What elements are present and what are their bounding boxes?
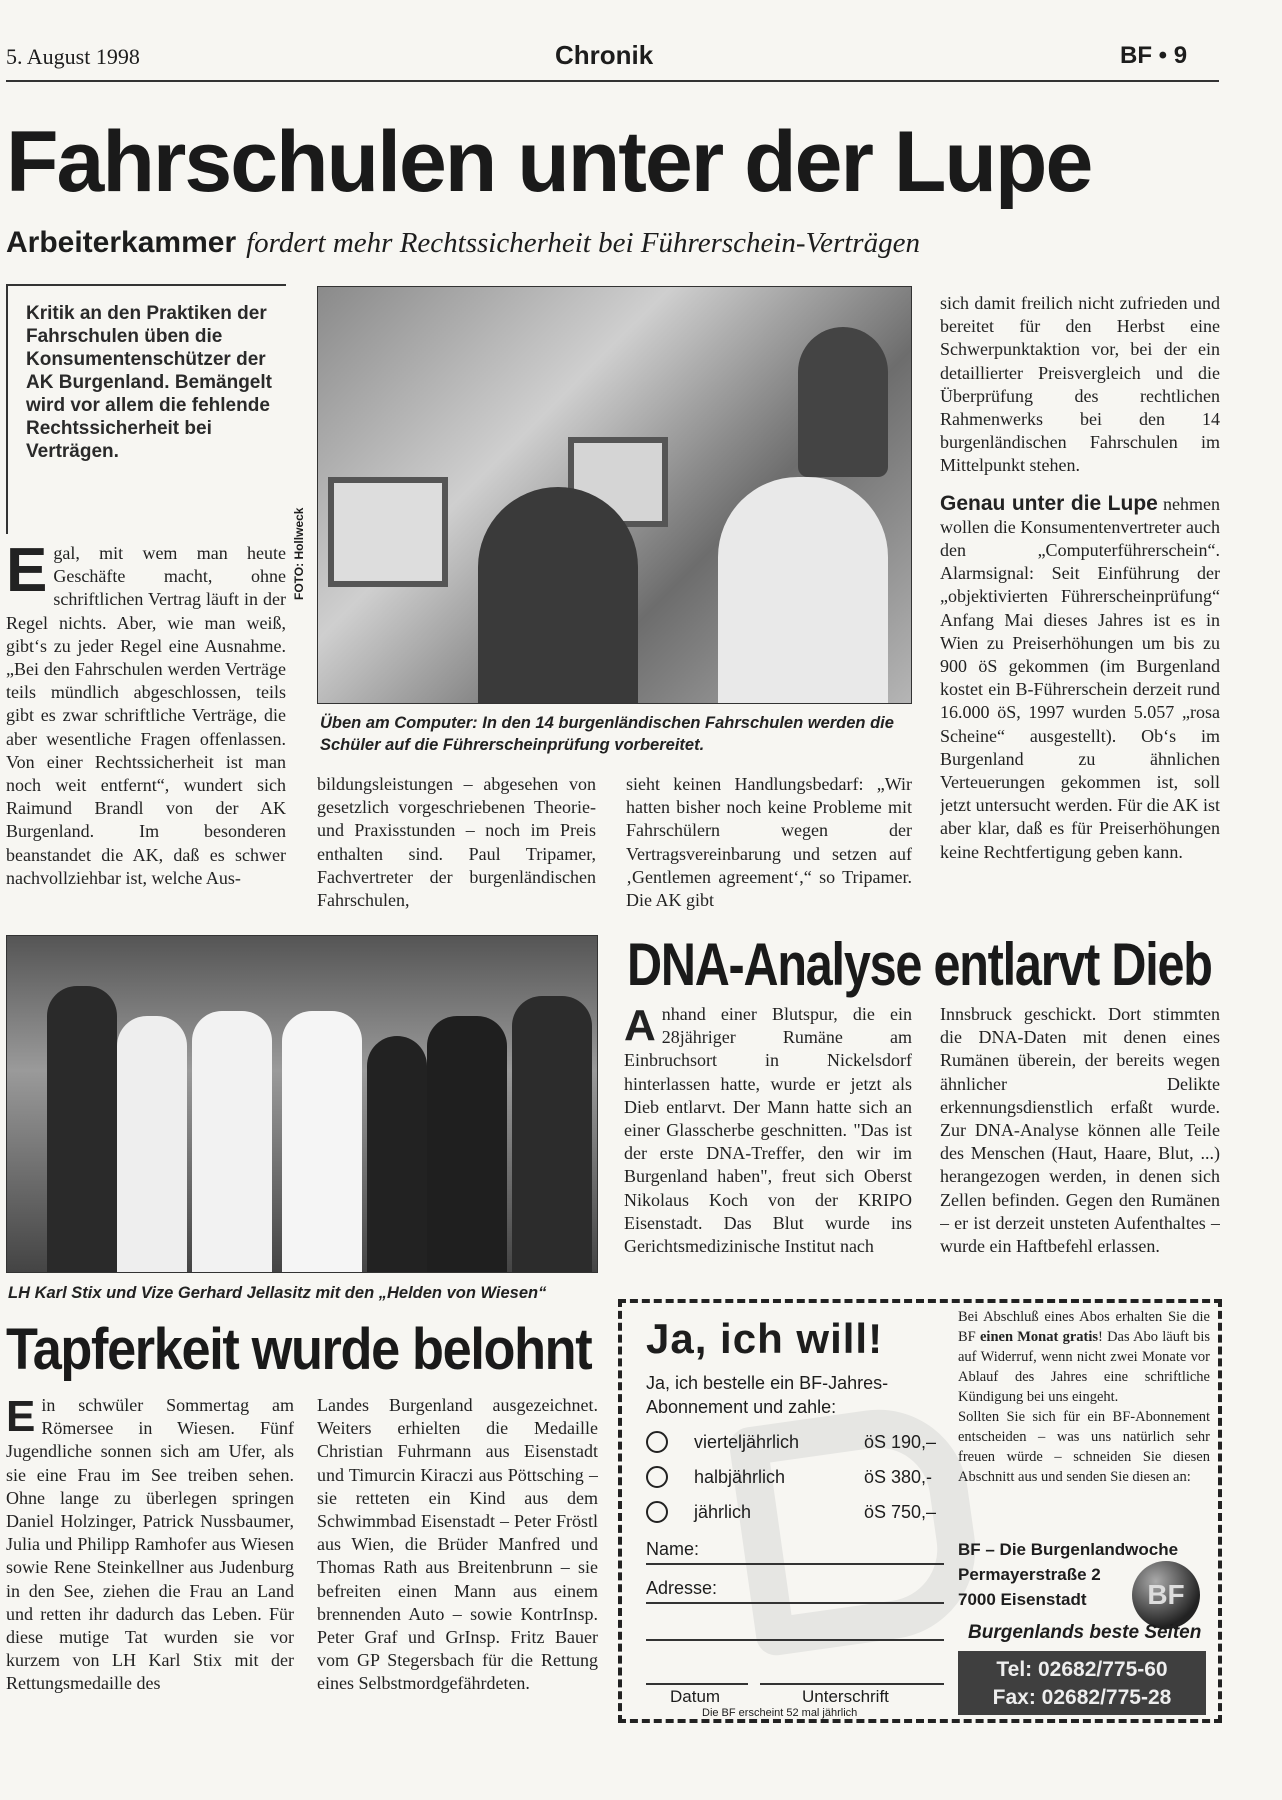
person-shape	[192, 1011, 272, 1273]
monitor-shape	[328, 477, 448, 587]
photo-caption: Üben am Computer: In den 14 burgenländischen Fahrschulen werden die Schüler auf die Führerscheinprüfung vorbereitet.	[320, 714, 894, 754]
body-text: sich damit freilich nicht zufrieden und bereitet für den Herbst eine Schwerpunktaktion vor, bei der ein detaillierter Preisvergleich und die Überprüfung des rechtlichen Rahmenwerks bei den 14 burgenländischen Fahrschulen im Mittelpunkt stehen.	[940, 293, 1220, 476]
article-column	[624, 1003, 912, 1278]
person-shape	[512, 996, 592, 1273]
coupon-info	[958, 1307, 1210, 1487]
body-text: nhand einer Blutspur, die ein 28jähriger Rumäne am Einbruchsort in Nickelsdorf hinterlassen hatte, wurde er jetzt als Dieb entlarvt. Der Mann hatte sich an einer Glasscherbe geschnitten. "Das ist der erste DNA-Treffer, den wir im Burgenland haben", freut sich Oberst Nikolaus Koch von der KRIPO Eisenstadt. Das Blut wurde ins Gerichtsmedizinische Institut nach	[624, 1004, 912, 1257]
option-price: öS 380,-	[864, 1466, 933, 1487]
person-shape	[427, 1016, 507, 1273]
body-text: nehmen wollen die Konsumentenvertreter auch den „Computerführerschein“. Alarmsignal: Seit Einführung der „objektivierten Führerscheinprüfung“ Anfang Mai dieses Jahres ist es in Wien zu Preiserhöhungen um bis zu 900 öS gekommen (im Burgenland kostet ein B-Führerschein derzeit rund 16.000 öS, 1997 wurden 5.057 „rosa Scheine“ ausgestellt). Ob‘s im Burgenland zu ähnlichen Verteuerungen gekommen ist, soll jetzt untersucht werden. Für die AK ist aber klar, daß es für Preiserhöhungen keine Rechtfertigung geben kann.	[940, 493, 1220, 862]
dropcap: E	[6, 1394, 36, 1441]
address-label: Adresse:	[646, 1578, 718, 1598]
option-label: vierteljährlich	[694, 1431, 800, 1452]
photo-credit: FOTO: Hollweck	[292, 507, 306, 600]
dropcap: A	[624, 1003, 656, 1050]
person-shape	[367, 1036, 427, 1273]
fax-number: Fax: 02682/775-28	[992, 1686, 1172, 1709]
section-name: Chronik	[555, 40, 654, 70]
dropcap: E	[6, 542, 48, 605]
radio-button[interactable]	[646, 1431, 668, 1453]
article-column	[940, 292, 1220, 912]
signature-field[interactable]	[760, 1683, 944, 1685]
article-column: Innsbruck geschickt. Dort stimmten die DNA-Daten mit denen eines Rumänen überein, der bereits wegen ähnlicher Delikte erkennungsdienstlich erfaßt wurde. Zur DNA-Analyse können alle Teile des Menschen (Haut, Haare, Blut, ...) herangezogen werden, in denen sich Zellen befinden. Gegen den Rumänen – er ist derzeit unsteten Aufenthaltes – wurde ein Haftbefehl erlassen.	[940, 1004, 1220, 1257]
headline: Fahrschulen unter der Lupe	[6, 114, 1092, 210]
subscription-coupon	[618, 1299, 1222, 1723]
info-highlight: einen Monat gratis	[979, 1329, 1099, 1345]
address-field[interactable]	[646, 1602, 944, 1604]
header-rule	[6, 80, 1219, 82]
radio-button[interactable]	[646, 1501, 668, 1523]
person-shape	[718, 477, 888, 704]
article-column	[6, 1394, 294, 1714]
option-label: halbjährlich	[694, 1466, 786, 1487]
option-label: jährlich	[694, 1501, 752, 1522]
bf-logo: BF	[1132, 1561, 1200, 1629]
person-shape	[47, 986, 117, 1273]
coupon-intro: Ja, ich bestelle ein BF-Jahres-Abonnement und zahle:	[646, 1373, 889, 1417]
article-column: bildungsleistungen – abgesehen von gesetzlich vorgeschriebenen Theorie- und Praxisstunden – noch im Preis enthalten sind. Paul Tripamer, Fachvertreter der burgenländischen Fahrschulen,	[317, 774, 596, 911]
photo-award-ceremony	[6, 935, 598, 1273]
address-field-2[interactable]	[646, 1639, 944, 1641]
date-label: Datum	[670, 1687, 721, 1706]
article-headline: DNA-Analyse entlarvt Dieb	[627, 931, 1212, 998]
coupon-title: Ja, ich will!	[646, 1315, 884, 1362]
option-yearly[interactable]	[646, 1501, 946, 1523]
article-column	[6, 542, 286, 912]
person-shape	[478, 487, 638, 704]
article-column: sieht keinen Handlungsbedarf: „Wir hatten bisher noch keine Probleme mit Fahrschülern wegen der Vertragsvereinbarung und setzen auf ‚Gentlemen agreement‘,“ so Tripamer. Die AK gibt	[626, 774, 912, 911]
person-shape	[798, 327, 888, 477]
name-label: Name:	[646, 1539, 700, 1559]
issue-date: 5. August 1998	[6, 44, 140, 69]
photo-caption: LH Karl Stix und Vize Gerhard Jellasitz mit den „Helden von Wiesen“	[8, 1284, 547, 1302]
footnote: Die BF erscheint 52 mal jährlich	[702, 1707, 858, 1719]
photo-computer-class	[317, 286, 912, 704]
info-text: Sollten Sie sich für ein BF-Abonnement entscheiden – was uns natürlich sehr freuen würde – schneiden Sie diesen Abschnitt aus und senden Sie diesen an:	[958, 1409, 1210, 1485]
option-quarterly[interactable]	[646, 1431, 946, 1453]
person-shape	[282, 1011, 362, 1273]
address-line: BF – Die Burgenlandwoche	[958, 1540, 1179, 1559]
body-text: in schwüler Sommertag am Römersee in Wiesen. Fünf Jugendliche sonnen sich am Ufer, als sie eine Frau im See treiben sehen. Ohne lange zu überlegen springen Daniel Holzinger, Patrick Nussbaumer, Julia und Philipp Ramhofer aus Wiesen sowie Rene Steinkellner aus Judenburg in den See, ziehen die Frau an Land und retten ihr dadurch das Leben. Für diese mutige Tat wurden sie vor kurzem von LH Karl Stix mit der Rettungsmedaille des	[6, 1395, 294, 1694]
option-price: öS 190,–	[864, 1431, 937, 1452]
address-line: 7000 Eisenstadt	[958, 1590, 1087, 1609]
subheadline	[6, 226, 920, 260]
paragraph-lead: Genau unter die Lupe	[940, 491, 1158, 515]
article-column: Landes Burgenland ausgezeichnet. Weiters erhielten die Medaille Christian Fuhrmann aus Eisenstadt und Timurcin Kiraczi aus Pöttsching – sie retteten ein Kind aus dem Schwimmbad Eisenstadt – Peter Fröstl aus Wien, die Brüder Manfred und Thomas Rath aus Breitenbrunn – sie befreiten einen Mann aus einem brennenden Auto – sowie KontrInsp. Peter Graf und GrInsp. Fritz Bauer vom GP Stegersbach für die Rettung eines Selbstmordgefährdeten.	[317, 1395, 598, 1694]
name-field[interactable]	[646, 1563, 944, 1565]
article-headline: Tapferkeit wurde belohnt	[6, 1317, 592, 1382]
date-field[interactable]	[646, 1683, 748, 1685]
info-text: ! Das Abo läuft bis auf Widerruf, wenn nicht zwei Monate vor Ablauf des Jahres eine schriftliche Kündigung bei uns eingeht.	[958, 1329, 1211, 1405]
option-half-yearly[interactable]	[646, 1466, 946, 1488]
phone-number: Tel: 02682/775-60	[996, 1658, 1168, 1681]
signature-label: Unterschrift	[802, 1687, 889, 1706]
contact-box	[958, 1651, 1206, 1715]
radio-button[interactable]	[646, 1466, 668, 1488]
subheadline-bold: Arbeiterkammer	[6, 226, 237, 259]
slogan: Burgenlands beste Seiten	[968, 1622, 1202, 1643]
info-text: Bei Abschluß eines Abos erhalten Sie die BF	[958, 1309, 1210, 1345]
body-text: gal, mit wem man heute Geschäfte macht, ohne schriftlichen Vertrag läuft in der Regel nichts. Aber, wie man weiß, gibt‘s zu jeder Regel eine Ausnahme. „Bei den Fahrschulen werden Verträge teils mündlich abgeschlossen, teils gibt es zwar schriftliche Verträge, die aber wesentliche Fragen offenlassen. Von einer Rechtssicherheit ist man noch weit entfernt“, wundert sich Raimund Brandl von der AK Burgenland. Im besonderen beanstandet die AK, daß es schwer nachvollziehbar ist, welche Aus-	[6, 543, 286, 888]
subheadline-italic: fordert mehr Rechtssicherheit bei Führerschein-Verträgen	[246, 227, 920, 259]
person-shape	[117, 1016, 187, 1273]
option-price: öS 750,–	[864, 1501, 937, 1522]
address-line: Permayerstraße 2	[958, 1565, 1101, 1584]
intro-box: Kritik an den Praktiken der Fahrschulen üben die Konsumentenschützer der AK Burgenland. Bemängelt wird vor allem die fehlende Rechtssicherheit bei Verträgen.	[6, 284, 286, 534]
page-number: BF • 9	[1120, 42, 1188, 69]
